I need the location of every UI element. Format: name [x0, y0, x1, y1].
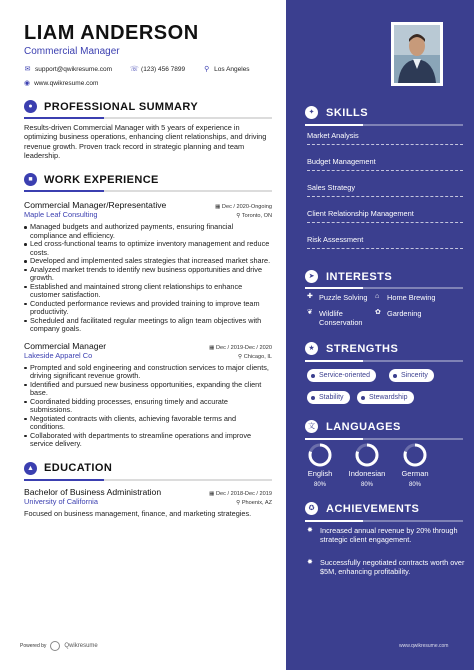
interests-header — [305, 270, 392, 283]
achievements-header — [305, 502, 419, 515]
bullet-item: Negotiated contracts with clients, achieving favorable terms and conditions. — [24, 415, 272, 432]
summary-header — [24, 100, 272, 113]
puzzle-icon: ✚ — [307, 293, 313, 300]
bullet-item: Developed and implemented sales strategies that increased market share. — [24, 257, 272, 266]
education-entry — [24, 487, 272, 519]
skill-item: Budget Management — [307, 157, 376, 166]
portrait-image — [394, 25, 440, 83]
bullet-item: Collaborated with departments to streamline operations and improve service delivery. — [24, 432, 272, 449]
calendar-icon: ▦ — [209, 490, 217, 497]
job-title: Commercial Manager — [24, 340, 107, 351]
pin-icon: ⚲ — [236, 499, 242, 506]
candidate-name: LIAM ANDERSON — [24, 22, 199, 44]
strength-badge: Stability — [307, 391, 350, 404]
rocket-icon: ➤ — [305, 270, 318, 283]
site-footer: www.qwikresume.com — [399, 643, 449, 649]
phone-text: (123) 456 7899 — [141, 66, 186, 73]
job-title: Commercial Manager/Representative — [24, 200, 167, 211]
website-row — [24, 79, 272, 87]
bullet-item: Coordinated bidding processes, ensuring timely and accurate submissions. — [24, 398, 272, 415]
experience-heading: WORK EXPERIENCE — [44, 173, 159, 186]
interest-item: ✿ Gardening — [375, 309, 422, 318]
bullet-item: Conducted performance reviews and provided training to improve team productivity. — [24, 300, 272, 317]
job-location: ⚲ Toronto, ON — [236, 213, 272, 220]
candidate-title: Commercial Manager — [24, 46, 120, 57]
interest-item: ✚ Puzzle Solving — [307, 293, 368, 302]
interest-item: ⌂ Home Brewing — [375, 293, 436, 302]
language-level: 80% — [360, 482, 373, 488]
qwikresume-logo-icon — [50, 641, 60, 651]
skill-item: Client Relationship Management — [307, 209, 414, 218]
leaf-icon: ❦ — [307, 309, 313, 316]
education-date: ▦ Dec / 2018-Dec / 2019 — [209, 490, 272, 497]
location-text: Los Angeles — [214, 66, 250, 73]
interests-divider — [305, 287, 463, 289]
skill-level-bar — [307, 221, 463, 223]
strengths-divider — [305, 360, 463, 362]
phone-icon: ☏ — [130, 66, 139, 73]
experience-divider — [24, 190, 272, 192]
email-text[interactable]: support@qwikresume.com — [35, 66, 113, 73]
skill-level-bar — [307, 195, 463, 197]
sidebar — [286, 0, 474, 670]
language-item — [400, 469, 430, 488]
skill-level-bar — [307, 169, 463, 171]
achievements-divider — [305, 520, 463, 522]
language-level-ring — [402, 442, 428, 468]
education-header — [24, 462, 272, 475]
achievement-item: ✸ Successfully negotiated contracts worth over $5M, enhancing profitability. — [307, 558, 465, 576]
skills-heading: SKILLS — [326, 106, 369, 119]
briefcase-icon: ■ — [24, 173, 37, 186]
strengths-header — [305, 342, 398, 355]
location-icon: ⚲ — [204, 66, 210, 73]
bullet-item: Prompted and sold engineering and construction services to major clients, driving significant revenue growth. — [24, 364, 272, 381]
home-icon: ⌂ — [375, 293, 380, 300]
star-icon: ✸ — [307, 527, 313, 534]
plant-icon: ✿ — [375, 309, 381, 316]
bullet-item: Managed budgets and authorized payments, ensuring financial compliance and efficiency. — [24, 223, 272, 240]
summary-heading: PROFESSIONAL SUMMARY — [44, 100, 199, 113]
contact-row — [24, 66, 272, 73]
email-icon: ✉ — [24, 66, 31, 73]
language-item — [348, 469, 386, 488]
skills-header — [305, 106, 368, 119]
powered-by-footer — [20, 641, 98, 651]
job-date: ▦ Dec / 2020-Ongoing — [215, 204, 272, 211]
star-icon: ✸ — [307, 559, 313, 566]
summary-text: Results-driven Commercial Manager with 5 years of experience in optimizing business operations, enhancing client relationships, and driving revenue growth. Proven track record in strategic planning and team leadership. — [24, 123, 267, 160]
language-icon: 文 — [305, 420, 318, 433]
languages-header — [305, 420, 401, 433]
bullet-item: Identified and pursued new business opportunities, expanding the client base. — [24, 381, 272, 398]
strengths-heading: STRENGTHS — [326, 342, 399, 355]
graduation-cap-icon: ▲ — [24, 462, 37, 475]
strength-badge: Sincerity — [389, 369, 434, 382]
pin-icon: ⚲ — [238, 353, 244, 360]
bullet-item: Analyzed market trends to identify new business opportunities and drive growth. — [24, 266, 272, 283]
education-heading: EDUCATION — [44, 462, 113, 475]
strength-badge: Stewardship — [357, 391, 414, 404]
medal-icon: ✪ — [305, 502, 318, 515]
strength-badge: Service-oriented — [307, 369, 376, 382]
interests-heading: INTERESTS — [326, 270, 393, 283]
job-bullets — [24, 364, 272, 449]
lightbulb-icon: ✦ — [305, 106, 318, 119]
bullet-item: Led cross-functional teams to optimize inventory management and reduce costs. — [24, 240, 272, 257]
skill-item: Risk Assessment — [307, 235, 364, 244]
education-divider — [24, 479, 272, 481]
achievement-item: ✸ Increased annual revenue by 20% through strategic client engagement. — [307, 526, 458, 544]
globe-icon: ◉ — [24, 80, 31, 87]
language-name: English — [307, 469, 333, 478]
trophy-icon: ★ — [305, 342, 318, 355]
language-level-ring — [307, 442, 333, 468]
job-date: ▦ Dec / 2019-Dec / 2020 — [209, 344, 272, 351]
job-company: Maple Leaf Consulting — [24, 210, 98, 220]
education-description: Focused on business management, finance, and marketing strategies. — [24, 508, 252, 518]
website-link[interactable]: www.qwikresume.com — [34, 79, 99, 87]
achievements-heading: ACHIEVEMENTS — [326, 502, 420, 515]
experience-header — [24, 173, 272, 186]
calendar-icon: ▦ — [209, 344, 217, 351]
skill-level-bar — [307, 143, 463, 145]
job-entry — [24, 341, 272, 449]
bullet-item: Established and maintained strong client relationships to enhance customer satisfaction. — [24, 283, 272, 300]
language-level-ring — [354, 442, 380, 468]
skills-divider — [305, 124, 463, 126]
language-level: 80% — [313, 482, 326, 488]
job-bullets — [24, 223, 272, 334]
bullet-item: Scheduled and facilitated regular meetings to align team objectives with company goals. — [24, 317, 272, 334]
interest-item: ❦ Wildlife Conservation — [307, 309, 363, 327]
calendar-icon: ▦ — [215, 204, 222, 211]
job-location: ⚲ Chicago, IL — [238, 353, 272, 360]
language-name: Indonesian — [348, 469, 386, 478]
degree-title: Bachelor of Business Administration — [24, 486, 162, 497]
user-icon: ● — [24, 100, 37, 113]
job-company: Lakeside Apparel Co — [24, 350, 93, 360]
languages-divider — [305, 438, 463, 440]
school-name: University of California — [24, 496, 98, 506]
brand-name[interactable]: Qwikresume — [64, 643, 98, 649]
language-item — [305, 469, 335, 488]
pin-icon: ⚲ — [236, 213, 242, 220]
profile-photo — [391, 22, 443, 86]
language-level: 80% — [408, 482, 421, 488]
job-entry — [24, 200, 272, 334]
language-name: German — [401, 469, 429, 478]
languages-heading: LANGUAGES — [326, 420, 401, 433]
skill-level-bar — [307, 247, 463, 249]
skill-item: Market Analysis — [307, 131, 359, 140]
summary-divider — [24, 117, 272, 119]
powered-by-label: Powered by — [20, 643, 47, 649]
skill-item: Sales Strategy — [307, 183, 356, 192]
school-location: ⚲ Phoenix, AZ — [236, 499, 272, 506]
